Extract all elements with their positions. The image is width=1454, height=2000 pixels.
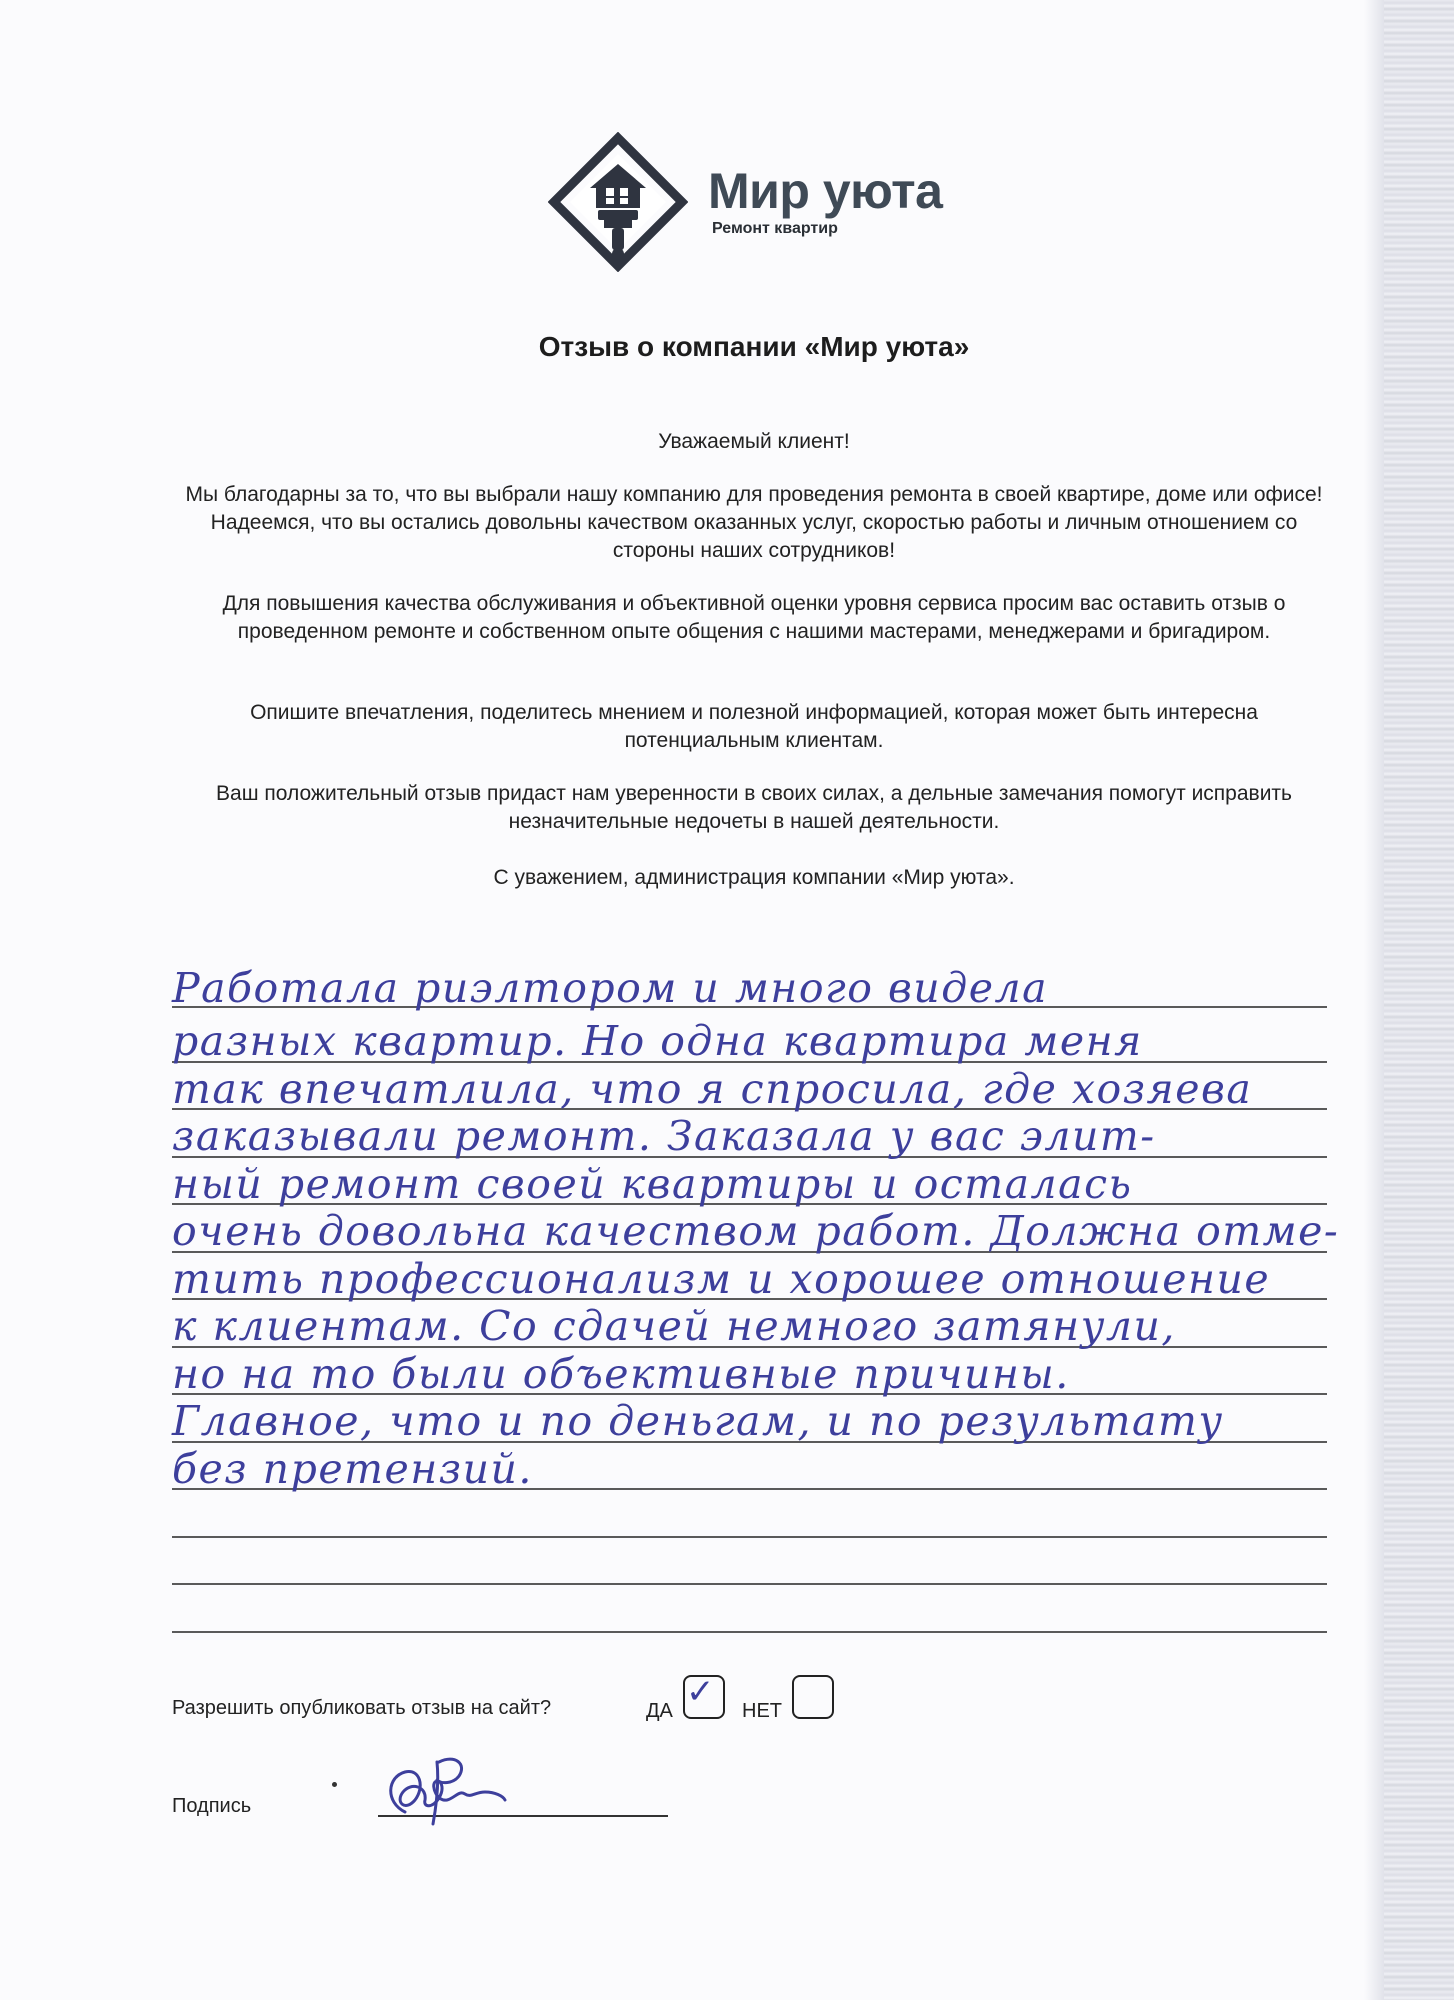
review-line: разных квартир. Но одна квартира меня — [172, 1017, 1143, 1065]
ruled-line — [172, 1631, 1327, 1633]
review-line: заказывали ремонт. Заказала у вас элит- — [172, 1112, 1156, 1160]
intro-paragraph-4: Ваш положительный отзыв придаст нам уверенности в своих силах, а дельные замечания помогут исправить незначительные недочеты в нашей деятельности. — [216, 782, 1292, 833]
closing-line: С уважением, администрация компании «Мир уюта». — [493, 866, 1015, 889]
page-title: Отзыв о компании «Мир уюта» — [538, 331, 970, 362]
ruled-line — [172, 1583, 1327, 1585]
no-label: НЕТ — [742, 1700, 782, 1722]
logo-tagline: Ремонт квартир — [712, 220, 838, 237]
signature-label: Подпись — [172, 1795, 252, 1817]
review-line: так впечатлила, что я спросила, где хозяева — [172, 1065, 1253, 1113]
review-line: Главное, что и по деньгам, и по результату — [172, 1397, 1224, 1445]
review-line: ный ремонт своей квартиры и осталась — [172, 1160, 1133, 1208]
review-line: к клиентам. Со сдачей немного затянули, — [172, 1302, 1176, 1350]
handwritten-signature[interactable] — [375, 1742, 515, 1832]
review-line: Работала риэлтором и много видела — [172, 964, 1049, 1012]
checkmark-icon: ✓ — [686, 1672, 715, 1712]
logo-name: Мир уюта — [708, 163, 943, 219]
intro-paragraph-2: Для повышения качества обслуживания и объективной оценки уровня сервиса просим вас оставить отзыв о проведенном ремонте и собственном опыте общения с нашими мастерами, менеджерами и бригадиром. — [222, 592, 1286, 643]
review-line: очень довольна качеством работ. Должна отме- — [172, 1207, 1340, 1255]
ruled-line — [172, 1536, 1327, 1538]
intro-paragraph-1: Мы благодарны за то, что вы выбрали нашу компанию для проведения ремонта в своей квартире, доме или офисе! Надеемся, что вы остались довольны качеством оказанных услуг, скоростью работы и личным отношением со стороны наших сотрудников! — [185, 483, 1323, 562]
review-line: тить профессионализм и хорошее отношение — [172, 1255, 1271, 1303]
review-line: без претензий. — [172, 1445, 533, 1493]
review-line: но на то были объективные причины. — [172, 1350, 1070, 1398]
company-logo — [548, 132, 968, 272]
yes-label: ДА — [646, 1700, 673, 1722]
publish-consent-question: Разрешить опубликовать отзыв на сайт? — [172, 1697, 552, 1719]
pen-dot — [332, 1782, 337, 1787]
no-checkbox[interactable] — [792, 1675, 834, 1719]
greeting: Уважаемый клиент! — [658, 430, 850, 453]
scan-edge — [1384, 0, 1454, 2000]
intro-paragraph-3: Опишите впечатления, поделитесь мнением и полезной информацией, которая может быть интересна потенциальным клиентам. — [250, 701, 1258, 752]
house-brush-icon — [548, 132, 688, 272]
